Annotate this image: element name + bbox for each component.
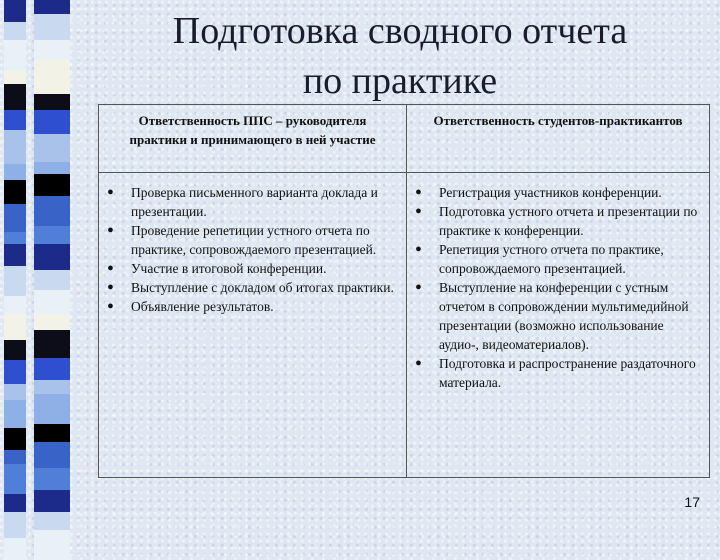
- stripe-block: [4, 494, 26, 512]
- header-students: Ответственность студентов-практикантов: [407, 105, 709, 173]
- stripe-block: [34, 394, 70, 424]
- stripe-block: [34, 60, 70, 94]
- list-item: [407, 183, 703, 202]
- bullet-icon: ●: [107, 186, 114, 198]
- stripe-block: [4, 40, 26, 70]
- stripe-block: [4, 130, 26, 164]
- stripe-block: [4, 84, 26, 110]
- list-item: [407, 354, 703, 392]
- stripe-block: [4, 296, 26, 314]
- stripe-block: [4, 266, 26, 296]
- stripe-block: [34, 512, 70, 530]
- slide-title-line-1: Подготовка сводного отчета: [172, 10, 628, 52]
- list-item: [99, 221, 400, 259]
- stripe-column-left: [4, 0, 26, 540]
- stripe-block: [4, 450, 26, 464]
- list-item-text: Участие в итоговой конференции.: [131, 261, 327, 276]
- bullet-icon: ●: [415, 205, 422, 217]
- list-item-text: Выступление с докладом об итогах практики.: [131, 280, 394, 295]
- stripe-block: [4, 22, 26, 40]
- students-column: [407, 173, 709, 477]
- stripe-block: [4, 340, 26, 360]
- list-item: [407, 202, 703, 240]
- stripe-block: [4, 428, 26, 450]
- stripe-block: [4, 204, 26, 232]
- list-item-text: Проверка письменного варианта доклада и презентации.: [131, 185, 378, 219]
- stripe-block: [34, 134, 70, 162]
- stripe-block: [4, 180, 26, 204]
- stripe-block: [34, 314, 70, 330]
- stripe-block: [34, 530, 70, 560]
- stripe-block: [34, 358, 70, 380]
- bullet-icon: ●: [107, 281, 114, 293]
- list-item-text: Подготовка устного отчета и презентации по практике к конференции.: [439, 204, 698, 238]
- stripe-block: [34, 40, 70, 60]
- slide-title: [80, 6, 720, 106]
- stripe-block: [34, 226, 70, 244]
- stripe-block: [34, 174, 70, 196]
- bullet-icon: ●: [107, 300, 114, 312]
- stripe-block: [4, 360, 26, 384]
- stripe-block: [4, 538, 26, 560]
- stripe-block: [34, 330, 70, 358]
- stripe-block: [4, 0, 26, 22]
- stripe-block: [4, 464, 26, 494]
- decorative-stripes: [0, 0, 82, 540]
- list-item-text: Подготовка и распространение раздаточного материала.: [439, 356, 696, 390]
- header-faculty: Ответственность ППС – руководителя практики и принимающего в ней участие: [99, 105, 407, 173]
- stripe-block: [34, 110, 70, 134]
- stripe-block: [4, 110, 26, 130]
- list-item-text: Репетиция устного отчета по практике, сопровождаемого презентацией.: [439, 242, 664, 276]
- stripe-block: [4, 232, 26, 244]
- bullet-icon: ●: [415, 186, 422, 198]
- stripe-block: [4, 384, 26, 400]
- stripe-block: [34, 162, 70, 174]
- stripe-column-right: [34, 0, 70, 540]
- page-number: 17: [684, 494, 700, 510]
- list-item-text: Объявление результатов.: [131, 299, 274, 314]
- list-item-text: Регистрация участников конференции.: [439, 185, 662, 200]
- bullet-icon: ●: [107, 262, 114, 274]
- stripe-block: [34, 270, 70, 290]
- stripe-block: [4, 512, 26, 538]
- stripe-block: [4, 164, 26, 180]
- list-item: [99, 278, 400, 297]
- list-item-text: Выступление на конференции с устным отчетом в сопровождении мультимедийной презентации (возможно использование аудио-, видеоматериалов).: [439, 280, 689, 352]
- stripe-block: [34, 468, 70, 490]
- stripe-block: [4, 400, 26, 428]
- bullet-icon: ●: [415, 357, 422, 369]
- stripe-block: [34, 244, 70, 270]
- list-item: [99, 259, 400, 278]
- stripe-block: [34, 380, 70, 394]
- faculty-column: [99, 173, 407, 477]
- stripe-block: [34, 14, 70, 40]
- slide-title-line-2: по практике: [302, 60, 498, 102]
- bullet-icon: ●: [415, 281, 422, 293]
- list-item: [407, 278, 703, 354]
- stripe-block: [34, 290, 70, 314]
- stripe-block: [4, 70, 26, 84]
- stripe-block: [34, 442, 70, 468]
- faculty-list: [99, 173, 406, 316]
- stripe-block: [34, 490, 70, 512]
- list-item: [99, 183, 400, 221]
- bullet-icon: ●: [107, 224, 114, 236]
- bullet-icon: ●: [415, 243, 422, 255]
- stripe-block: [34, 424, 70, 442]
- stripe-block: [34, 94, 70, 110]
- stripe-block: [34, 0, 70, 14]
- stripe-block: [4, 314, 26, 340]
- students-list: [407, 173, 709, 392]
- list-item: [407, 240, 703, 278]
- list-item: [99, 297, 400, 316]
- responsibility-table: [98, 104, 710, 478]
- list-item-text: Проведение репетиции устного отчета по практике, сопровождаемого презентацией.: [131, 223, 377, 257]
- stripe-block: [34, 196, 70, 226]
- stripe-block: [4, 244, 26, 266]
